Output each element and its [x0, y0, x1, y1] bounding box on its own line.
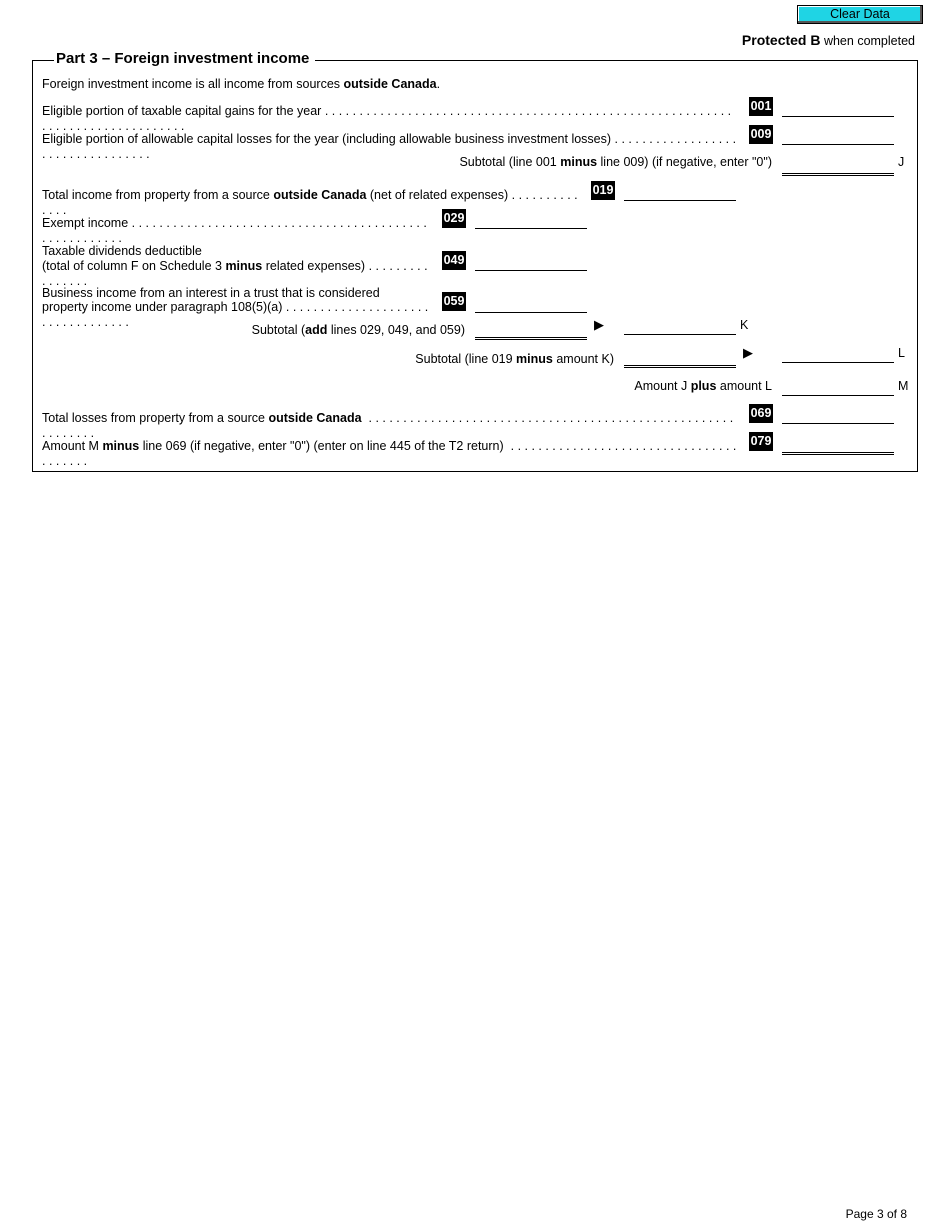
line-079-pre: Amount M: [42, 439, 103, 453]
protected-b-notice: [742, 32, 915, 48]
clear-data-button[interactable]: Clear Data: [797, 5, 923, 24]
subtotal-l-post: amount K): [552, 352, 614, 366]
line-059-line1: Business income from an interest in a trust that is considered: [42, 286, 380, 300]
amount-m-input[interactable]: [782, 379, 894, 396]
amount-m-pre: Amount J: [634, 379, 691, 393]
line-069-pre: Total losses from property from a source: [42, 411, 269, 425]
intro-post: .: [436, 77, 441, 91]
subtotal-j-pre: Subtotal (line 001: [459, 155, 561, 169]
subtotal-j-post: line 009) (if negative, enter "0"): [597, 155, 772, 169]
line-code-079: 079: [749, 432, 773, 451]
line-079-input[interactable]: [782, 436, 894, 455]
line-079-bold: minus: [102, 439, 140, 453]
amount-letter-k: K: [740, 318, 749, 332]
subtotal-l-bold: minus: [516, 352, 553, 366]
line-009-text: Eligible portion of allowable capital losses for the year (including allowable business investment losses): [42, 132, 612, 146]
part-title: [40, 50, 315, 67]
line-code-069: 069: [749, 404, 773, 423]
protected-b-label: Protected B: [741, 32, 821, 48]
part-title-text: Part 3 – Foreign investment income: [56, 50, 310, 67]
line-059-text: property income under paragraph 108(5)(a): [42, 300, 283, 314]
line-code-019: 019: [591, 181, 615, 200]
amount-letter-l: L: [898, 346, 905, 360]
line-069-label: Total losses from property from a source outside Canada . . . . . . . . . . . . . . . . . . . . . . . . . . . . . . . . . . . . . . . . . . . . . . . . . . . . . . . . . . . . .: [42, 411, 734, 440]
subtotal-l-label: [415, 352, 614, 367]
line-019-label: Total income from property from a source outside Canada (net of related expenses) . . . . . . . . . . . . . .: [42, 188, 578, 217]
subtotal-k-input[interactable]: [475, 321, 587, 340]
line-code-059: 059: [442, 292, 466, 311]
amount-letter-j: J: [898, 155, 905, 169]
subtotal-k-bold: add: [305, 323, 328, 337]
line-code-049: 049: [442, 251, 466, 270]
line-049-label: (total of column F on Schedule 3 minus related expenses) . . . . . . . . . . . . . . . .: [42, 259, 428, 288]
line-019-post: (net of related expenses): [366, 188, 509, 202]
line-079-label: Amount M minus line 069 (if negative, enter "0") (enter on line 445 of the T2 return) . . . . . . . . . . . . . . . . . . . . . . . . . . . . . . . . . . . . . . . .: [42, 439, 737, 468]
subtotal-k-post: lines 029, 049, and 059): [327, 323, 465, 337]
line-069-bold: outside Canada: [268, 411, 362, 425]
intro-bold: outside Canada: [343, 77, 437, 91]
subtotal-l-input[interactable]: [624, 349, 736, 368]
line-049-post: related expenses): [262, 259, 366, 273]
intro-pre: Foreign investment income is all income from sources: [42, 77, 344, 91]
intro-text: [42, 77, 440, 92]
amount-letter-m: M: [898, 379, 909, 393]
line-019-pre: Total income from property from a source: [42, 188, 274, 202]
line-079-post: line 069 (if negative, enter "0") (enter on line 445 of the T2 return): [139, 439, 504, 453]
subtotal-j-label: [459, 155, 772, 170]
arrow-right-icon: ▶: [743, 345, 753, 360]
line-049-input[interactable]: [475, 254, 587, 271]
line-009-label: Eligible portion of allowable capital losses for the year (including allowable business investment losses) . . . . . . . . . . . . . . . . . . . . . . . . . . . . . . . . . .: [42, 132, 737, 161]
line-001-input[interactable]: [782, 100, 894, 117]
amount-k-input[interactable]: [624, 318, 736, 335]
line-029-text: Exempt income: [42, 216, 129, 230]
line-code-001: 001: [749, 97, 773, 116]
line-code-009: 009: [749, 125, 773, 144]
subtotal-k-label: [252, 323, 465, 338]
amount-m-bold: plus: [690, 379, 717, 393]
arrow-right-icon: ▶: [594, 317, 604, 332]
line-049-pre: (total of column F on Schedule 3: [42, 259, 226, 273]
line-049-line1: Taxable dividends deductible: [42, 244, 202, 258]
line-code-029: 029: [442, 209, 466, 228]
subtotal-k-pre: Subtotal (: [251, 323, 306, 337]
line-049-bold: minus: [225, 259, 263, 273]
line-069-input[interactable]: [782, 407, 894, 424]
amount-l-input[interactable]: [782, 346, 894, 363]
subtotal-j-input[interactable]: [782, 157, 894, 176]
amount-m-label: [634, 379, 772, 394]
line-059-input[interactable]: [475, 296, 587, 313]
line-029-input[interactable]: [475, 212, 587, 229]
amount-m-post: amount L: [716, 379, 772, 393]
line-001-text: Eligible portion of taxable capital gains for the year: [42, 104, 322, 118]
line-019-input[interactable]: [624, 184, 736, 201]
page-number: Page 3 of 8: [845, 1207, 907, 1221]
protected-b-suffix: when completed: [820, 34, 915, 48]
line-019-bold: outside Canada: [273, 188, 367, 202]
line-029-label: Exempt income . . . . . . . . . . . . . . . . . . . . . . . . . . . . . . . . . . . . . . . . . . . . . . . . . . . . . . .: [42, 216, 427, 245]
line-001-label: Eligible portion of taxable capital gains for the year . . . . . . . . . . . . . . . . . . . . . . . . . . . . . . . . . . . . . . . . . . . . . . . . . . . . . . . . . . . . . . . . . . . . . . . . . . . . . . . .: [42, 104, 732, 133]
subtotal-j-bold: minus: [560, 155, 598, 169]
line-059-label: property income under paragraph 108(5)(a) . . . . . . . . . . . . . . . . . . . . . . . . . . . . . . . . . .: [42, 300, 429, 329]
line-009-input[interactable]: [782, 128, 894, 145]
subtotal-l-pre: Subtotal (line 019: [415, 352, 517, 366]
